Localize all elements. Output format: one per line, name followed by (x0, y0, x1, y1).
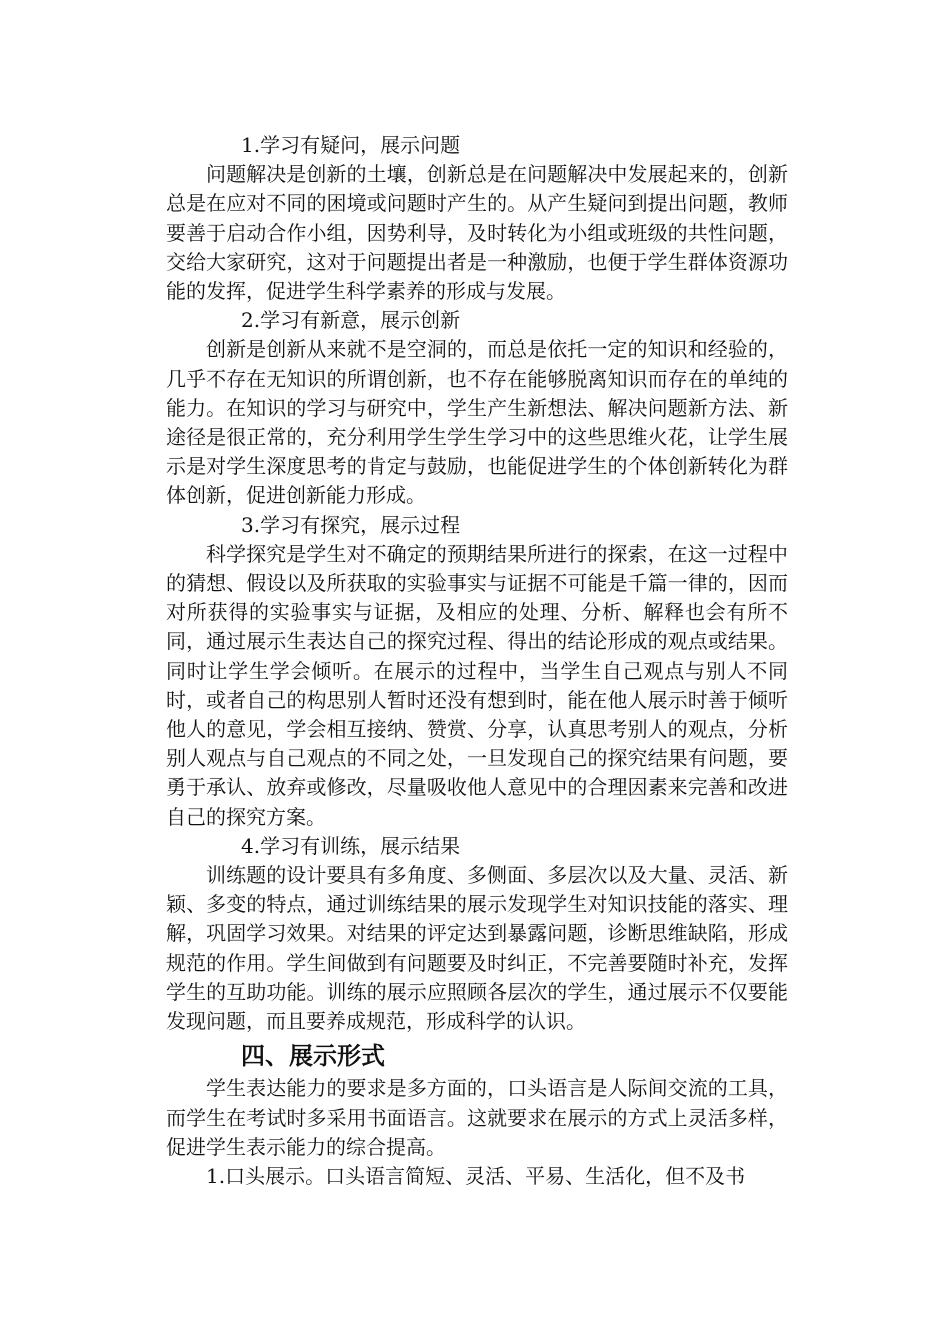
paragraph-4: 训练题的设计要具有多角度、多侧面、多层次以及大量、灵活、新颖、多变的特点，通过训练结果的展示发现学生对知识技能的落实、理解，巩固学习效果。对结果的评定达到暴露问题，诊断思维缺陷，形成规范的作用。学生间做到有问题要及时纠正，不完善要随时补充，发挥学生的互助功能。训练的展示应照顾各层次的学生，通过展示不仅要能发现问题，而且要养成规范，形成科学的认识。 (166, 863, 788, 1034)
paragraph-1: 问题解决是创新的土壤，创新总是在问题解决中发展起来的，创新总是在应对不同的困境或问题时产生的。从产生疑问到提出问题，教师要善于启动合作小组，因势利导，及时转化为小组或班级的共性问题，交给大家研究，这对于问题提出者是一种激励，也便于学生群体资源功能的发挥，促进学生科学素养的形成与发展。 (166, 162, 788, 304)
subheading-1: 1.学习有疑问，展示问题 (241, 133, 461, 157)
subheading-2: 2.学习有新意，展示创新 (241, 308, 461, 333)
document-page (166, 131, 788, 1191)
list-item-oral-display: 1.口头展示。口头语言简短、灵活、平易、生活化，但不及书 (206, 1163, 746, 1188)
section-title: 四、展示形式 (241, 1042, 385, 1071)
paragraph-2: 创新是创新从来就不是空洞的，而总是依托一定的知识和经验的，几乎不存在无知识的所谓创新，也不存在能够脱离知识而存在的单纯的能力。在知识的学习与研究中，学生产生新想法、解决问题新方法、新途径是很正常的，充分利用学生学生学习中的这些思维火花，让学生展示是对学生深度思考的肯定与鼓励，也能促进学生的个体创新转化为群体创新，促进创新能力形成。 (166, 337, 788, 508)
paragraph-3: 科学探究是学生对不确定的预期结果所进行的探索，在这一过程中的猜想、假设以及所获取的实验事实与证据不可能是千篇一律的，因而对所获得的实验事实与证据，及相应的处理、分析、解释也会有所不同，通过展示生表达自己的探究过程、得出的结论形成的观点或结果。同时让学生学会倾听。在展示的过程中，当学生自己观点与别人不同时，或者自己的构思别人暂时还没有想到时，能在他人展示时善于倾听他人的意见，学会相互接纳、赞赏、分享，认真思考别人的观点，分析别人观点与自己观点的不同之处，一旦发现自己的探究结果有问题，要勇于承认、放弃或修改，尽量吸收他人意见中的合理因素来完善和改进自己的探究方案。 (166, 541, 788, 829)
section-intro: 学生表达能力的要求是多方面的，口头语言是人际间交流的工具，而学生在考试时多采用书面语言。这就要求在展示的方式上灵活多样，促进学生表示能力的综合提高。 (166, 1076, 788, 1159)
subheading-4: 4.学习有训练，展示结果 (241, 833, 461, 858)
subheading-3: 3.学习有探究，展示过程 (241, 512, 461, 537)
